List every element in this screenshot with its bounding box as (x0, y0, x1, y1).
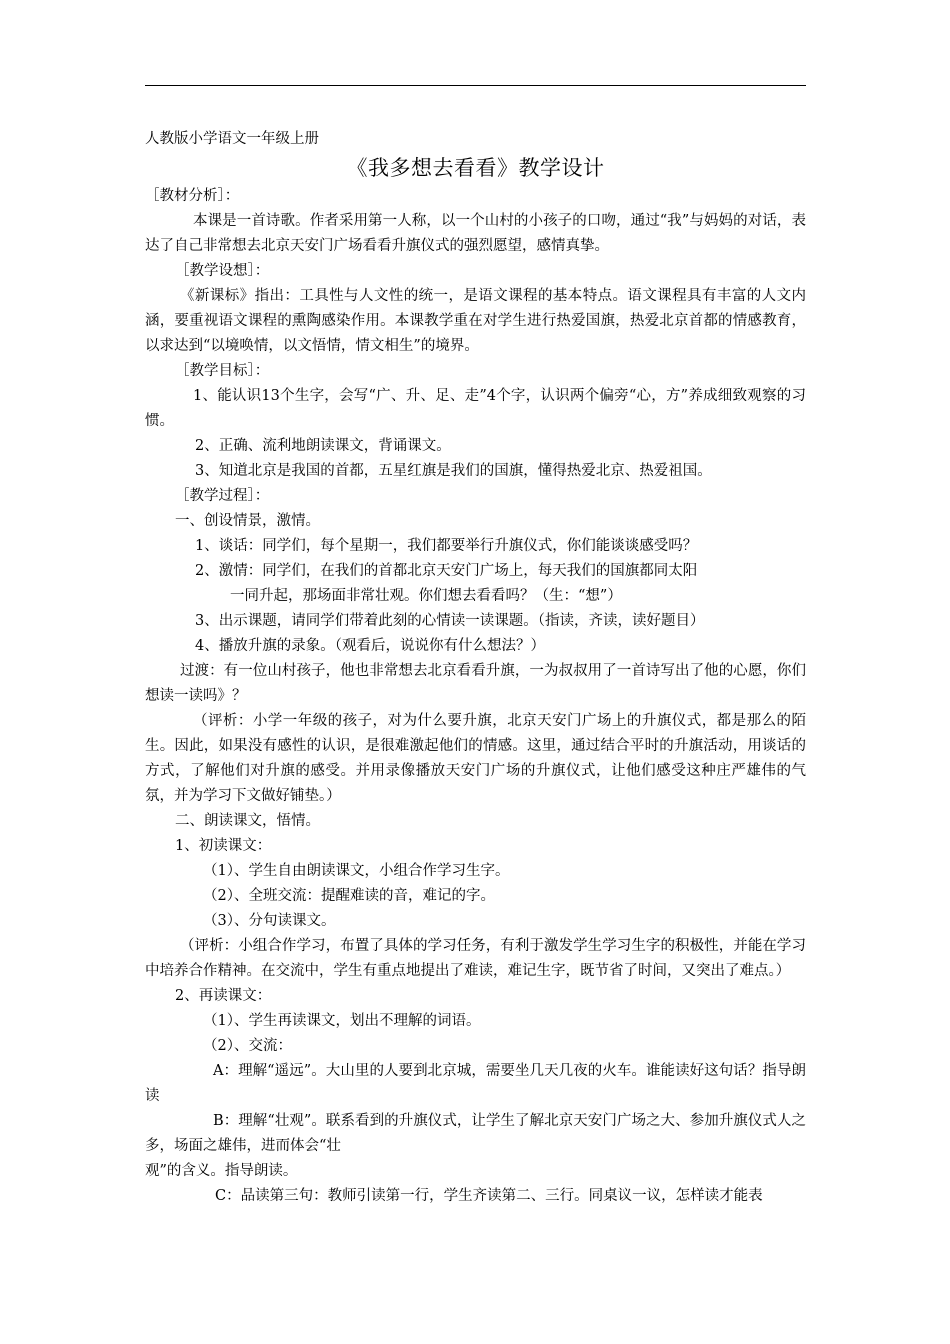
paragraph: 2、激情：同学们，在我们的首都北京天安门广场上，每天我们的国旗都同太阳 (195, 563, 698, 579)
paragraph: 3、知道北京是我国的首都，五星红旗是我们的国旗，懂得热爱北京、热爱祖国。 (195, 463, 712, 479)
list-item: （1）、学生再读课文，划出不理解的词语。 (203, 1013, 481, 1029)
section-heading: ［教学目标］： (175, 363, 270, 379)
paragraph: A：理解“遥远”。大山里的人要到北京城，需要坐几天几夜的火车。谁能读好这句话？指导朗读 (145, 1063, 806, 1104)
paragraph: 3、出示课题，请同学们带着此刻的心情读一读课题。（指读，齐读，读好题目） (195, 613, 705, 629)
list-item: （3）、分句读课文。 (203, 913, 336, 929)
paragraph: 1、能认识13个生字，会写“广、升、足、走”4个字，认识两个偏旁“心，方”养成细致观察的习惯。 (145, 388, 806, 429)
section-heading: ［教学设想］： (175, 263, 270, 279)
sub-heading: 1、初读课文： (175, 838, 272, 854)
paragraph: 过渡：有一位山村孩子，他也非常想去北京看看升旗，一为叔叔用了一首诗写出了他的心愿，你们想读一读吗》？ (145, 663, 806, 704)
step-heading: 二、朗读课文，悟情。 (175, 813, 320, 829)
list-item: （1）、学生自由朗读课文，小组合作学习生字。 (203, 863, 510, 879)
paragraph: 观”的含义。指导朗读。 (145, 1163, 298, 1179)
step-heading: 一、创设情景，激情。 (175, 513, 320, 529)
paragraph: 《新课标》指出：工具性与人文性的统一，是语文课程的基本特点。语文课程具有丰富的人文内涵，要重视语文课程的熏陶感染作用。本课教学重在对学生进行热爱国旗，热爱北京首都的情感教育，以求达到“以境唤情，以文悟情，情文相生”的境界。 (145, 288, 806, 354)
document-body (145, 127, 806, 1209)
paragraph: B：理解“壮观”。联系看到的升旗仪式，让学生了解北京天安门广场之大、参加升旗仪式人之多，场面之雄伟，进而体会“壮 (145, 1113, 806, 1154)
document-subtitle: 人教版小学语文一年级上册 (145, 131, 319, 147)
paragraph: 4、播放升旗的录象。（观看后，说说你有什么想法？） (195, 638, 545, 654)
paragraph: 1、谈话：同学们，每个星期一，我们都要举行升旗仪式，你们能谈谈感受吗？ (195, 538, 698, 554)
section-heading: ［教材分析］： (145, 188, 240, 204)
commentary: （评析：小学一年级的孩子，对为什么要升旗，北京天安门广场上的升旗仪式，都是那么的陌生。因此，如果没有感性的认识，是很难激起他们的情感。这里，通过结合平时的升旗活动，用谈话的方式，了解他们对升旗的感受。并用录像播放天安门广场的升旗仪式，让他们感受这种庄严雄伟的气氛，并为学习下文做好铺垫。） (145, 713, 806, 804)
commentary: （评析：小组合作学习，布置了具体的学习任务，有利于激发学生学习生字的积极性，并能在学习中培养合作精神。在交流中，学生有重点地提出了难读，难记生字，既节省了时间，又突出了难点。） (145, 938, 806, 979)
paragraph: C：品读第三句：教师引读第一行，学生齐读第二、三行。同桌议一议，怎样读才能表 (215, 1188, 763, 1204)
paragraph: 一同升起，那场面非常壮观。你们想去看看吗？（生：“想”） (230, 588, 622, 604)
section-heading: ［教学过程］： (175, 488, 270, 504)
list-item: （2）、交流： (203, 1038, 292, 1054)
paragraph: 2、正确、流利地朗读课文，背诵课文。 (195, 438, 451, 454)
list-item: （2）、全班交流：提醒难读的音，难记的字。 (203, 888, 495, 904)
document-title: 《我多想去看看》教学设计 (346, 156, 605, 180)
header-rule (145, 85, 806, 86)
paragraph: 本课是一首诗歌。作者采用第一人称，以一个山村的小孩子的口吻，通过“我”与妈妈的对话，表达了自己非常想去北京天安门广场看看升旗仪式的强烈愿望，感情真挚。 (145, 213, 806, 254)
sub-heading: 2、再读课文： (175, 988, 272, 1004)
